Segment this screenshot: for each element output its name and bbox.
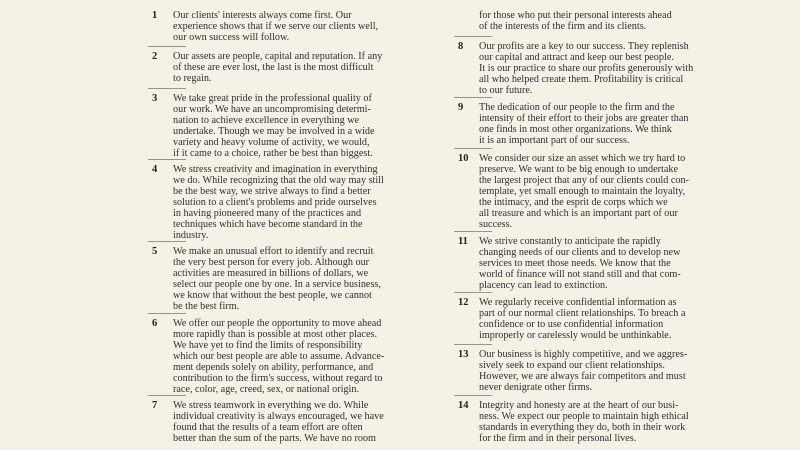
text-line: Our clients' interests always come first. Our <box>173 10 352 21</box>
principle-text <box>479 400 711 444</box>
text-line: experience shows that if we serve our clients well, <box>173 21 379 32</box>
text-line: contribution to the firm's success, without regard to <box>173 373 383 384</box>
text-line: our capital and attract and keep our best people. <box>479 52 674 63</box>
text-line: the intimacy, and the esprit de corps which we <box>479 197 668 208</box>
principle-number: 14 <box>458 400 469 411</box>
text-line: found that the results of a team effort are often <box>173 422 363 433</box>
principle-text <box>479 102 711 146</box>
text-line: We offer our people the opportunity to move ahead <box>173 318 382 329</box>
text-line: Integrity and honesty are at the heart of our busi- <box>479 400 679 411</box>
text-line: intensity of their effort to their jobs are greater than <box>479 113 689 124</box>
text-line: However, we are always fair competitors and must <box>479 371 686 382</box>
principle-text <box>173 246 405 312</box>
text-line: The dedication of our people to the firm and the <box>479 102 675 113</box>
principle-number: 3 <box>152 93 158 104</box>
text-line: the very best person for every job. Although our <box>173 257 370 268</box>
text-line: world of finance will not stand still and that com- <box>479 269 681 280</box>
principle-text <box>173 400 405 444</box>
text-line: our work. We have an uncompromising determi- <box>173 104 371 115</box>
principle-text <box>173 93 405 159</box>
principle-text <box>173 10 405 43</box>
text-line: placency can lead to extinction. <box>479 280 608 291</box>
text-line: template, yet small enough to maintain the loyalty, <box>479 186 686 197</box>
principle-number: 2 <box>152 51 158 62</box>
separator-rule <box>148 88 186 89</box>
text-line: be the best firm. <box>173 301 240 312</box>
text-line: individual creativity is always encouraged, we have <box>173 411 384 422</box>
principle-number: 10 <box>458 153 469 164</box>
text-line: preserve. We want to be big enough to undertake <box>479 164 678 175</box>
text-line: sively seek to expand our client relationships. <box>479 360 665 371</box>
text-line: be the best way, we strive always to find a better <box>173 186 371 197</box>
text-line: Our profits are a key to our success. They replenish <box>479 41 689 52</box>
principle-number: 8 <box>458 41 464 52</box>
text-line: ment depends solely on ability, performance, and <box>173 362 374 373</box>
principle-text <box>173 51 405 84</box>
separator-rule <box>148 395 186 396</box>
text-line: It is our practice to share our profits generously with <box>479 63 694 74</box>
separator-rule <box>454 36 492 37</box>
separator-rule <box>148 159 186 160</box>
text-line: undertake. Though we may be involved in a wide <box>173 126 375 137</box>
text-line: improperly or carelessly would be unthinkable. <box>479 330 672 341</box>
principle-number: 5 <box>152 246 158 257</box>
text-line: which our best people are able to assume. Advance- <box>173 351 385 362</box>
principle-text <box>479 10 711 32</box>
text-line: it is an important part of our success. <box>479 135 630 146</box>
separator-rule <box>454 231 492 232</box>
separator-rule <box>148 46 186 47</box>
principle-number: 6 <box>152 318 158 329</box>
principle-text <box>479 349 711 393</box>
text-line: to regain. <box>173 73 212 84</box>
principle-text <box>479 41 711 96</box>
separator-rule <box>148 313 186 314</box>
text-line: our own success will follow. <box>173 32 290 43</box>
text-line: never denigrate other firms. <box>479 382 593 393</box>
text-line: Our assets are people, capital and reputation. If any <box>173 51 383 62</box>
text-line: to our future. <box>479 85 533 96</box>
text-line: select our people one by one. In a service business, <box>173 279 381 290</box>
principle-number: 1 <box>152 10 158 21</box>
principle-number: 7 <box>152 400 158 411</box>
principle-number: 9 <box>458 102 464 113</box>
principle-text <box>173 164 405 241</box>
text-line: We make an unusual effort to identify and recruit <box>173 246 374 257</box>
text-line: ness. We expect our people to maintain high ethical <box>479 411 689 422</box>
separator-rule <box>454 148 492 149</box>
text-line: We have yet to find the limits of responsibility <box>173 340 363 351</box>
text-line: all treasure and which is an important part of our <box>479 208 678 219</box>
text-line: if it came to a choice, rather be best than biggest. <box>173 148 373 159</box>
principle-number: 12 <box>458 297 469 308</box>
text-line: we know that without the best people, we cannot <box>173 290 372 301</box>
principle-number: 13 <box>458 349 469 360</box>
text-line: We regularly receive confidential information as <box>479 297 677 308</box>
separator-rule <box>454 292 492 293</box>
separator-rule <box>454 344 492 345</box>
principle-text <box>479 236 711 291</box>
text-line: industry. <box>173 230 209 241</box>
text-line: services to meet those needs. We know that the <box>479 258 671 269</box>
text-line: better than the sum of the parts. We have no room <box>173 433 376 444</box>
principle-text <box>479 153 711 230</box>
text-line: variety and heavy volume of activity, we would, <box>173 137 370 148</box>
text-line: We consider our size an asset which we try hard to <box>479 153 686 164</box>
text-line: in having pioneered many of the practices and <box>173 208 362 219</box>
principle-text <box>479 297 711 341</box>
text-line: for the firm and in their personal lives. <box>479 433 637 444</box>
separator-rule <box>148 241 186 242</box>
text-line: for those who put their personal interests ahead <box>479 10 672 21</box>
text-line: more rapidly than is possible at most other places. <box>173 329 377 340</box>
text-line: of the interests of the firm and its clients. <box>479 21 647 32</box>
text-line: all who helped create them. Profitability is critical <box>479 74 684 85</box>
principle-number: 4 <box>152 164 158 175</box>
text-line: We strive constantly to anticipate the rapidly <box>479 236 661 247</box>
text-line: We take great pride in the professional quality of <box>173 93 372 104</box>
text-line: part of our normal client relationships. To breach a <box>479 308 686 319</box>
text-line: activities are measured in billions of dollars, we <box>173 268 369 279</box>
text-line: of these are ever lost, the last is the most difficult <box>173 62 374 73</box>
text-line: nation to achieve excellence in everything we <box>173 115 360 126</box>
text-line: solution to a client's problems and pride ourselves <box>173 197 377 208</box>
text-line: confidence or to use confidential information <box>479 319 664 330</box>
text-line: We stress teamwork in everything we do. While <box>173 400 369 411</box>
text-line: standards in everything they do, both in their work <box>479 422 686 433</box>
text-line: race, color, age, creed, sex, or national origin. <box>173 384 359 395</box>
text-line: techniques which have become standard in the <box>173 219 363 230</box>
text-line: success. <box>479 219 513 230</box>
text-line: one finds in most other organizations. We think <box>479 124 672 135</box>
principle-text <box>173 318 405 395</box>
text-line: Our business is highly competitive, and we aggres- <box>479 349 688 360</box>
text-line: we do. While recognizing that the old way may still <box>173 175 384 186</box>
separator-rule <box>454 395 492 396</box>
text-line: We stress creativity and imagination in everything <box>173 164 378 175</box>
text-line: the largest project that any of our clients could con- <box>479 175 690 186</box>
text-line: changing needs of our clients and to develop new <box>479 247 681 258</box>
principle-number: 11 <box>458 236 468 247</box>
separator-rule <box>454 97 492 98</box>
